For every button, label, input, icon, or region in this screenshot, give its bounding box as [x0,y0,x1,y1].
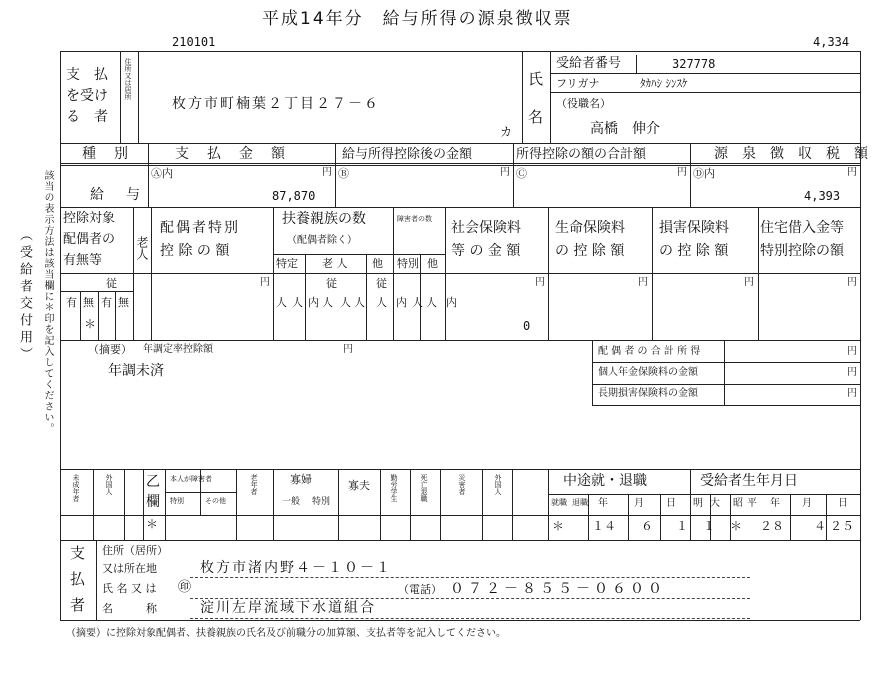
header-kojo-gokei: 所得控除の額の合計額 [516,147,647,162]
nin-6: 人 [376,296,387,309]
shibo-label: 死亡退職 [420,474,428,502]
top-right-number: 4,334 [813,35,850,49]
kojin-nenkin-label: 個人年金保険料の金額 [598,367,698,378]
payer-label-l1: 支 [70,544,86,562]
furigana-value: ﾀｶﾊｼ ｼﾝｽｹ [640,77,688,90]
side-note-left: 該当の表示方法は該当欄に＊印を記入してください。 [42,170,53,434]
d-unit: Ⓓ内 [693,167,715,180]
withholding-amount: 4,393 [804,189,841,203]
header-shubetsu: 種 別 [82,146,130,162]
mu3-mark: 無 [118,296,129,309]
payer-addr-label2: 又は所在地 [102,562,157,575]
payer-name: 淀川左岸流域下水道組合 [200,600,376,616]
shakai-l2: 等 の 金 額 [451,243,521,259]
birth-star: ＊ [730,519,743,533]
remarks-label: （摘要） [88,343,132,356]
taisho-label: 大 [710,498,720,509]
rate-label: 年調定率控除額 [143,344,213,355]
mu-mark: 無 [83,296,94,309]
chuto-flag: １ [703,519,716,533]
uchi-3: 内 [446,296,457,309]
payment-amount: 87,870 [272,189,316,203]
choki-songai-label: 長期損害保険料の金額 [598,388,698,399]
fuyo-l1: 扶養親族の数 [282,211,366,227]
nin-2: 人 [292,296,303,309]
payer-phone: ０７２－８５５－０６００ [450,581,666,597]
otsu-star: ＊ [146,517,159,531]
kinro-label: 勤労学生 [390,474,398,502]
showa-label: 昭 [733,498,743,509]
kafu2-label: 寡夫 [348,479,370,492]
gaikoku-label: 外国人 [494,474,502,495]
birth-month: ４ [814,519,827,533]
haigu-gokei-yen: 円 [847,346,857,357]
yen-seimei: 円 [638,277,648,288]
honnin-label: 本人が障害者 [170,475,212,483]
uchi-2: 内 [396,296,407,309]
payer-phone-label: （電話） [398,583,442,596]
side-note-right: （受給者交付用） [17,228,32,364]
birth-day: ２５ [830,519,855,533]
seimei-l2: の 控 除 額 [555,243,625,259]
kojin-nenkin-yen: 円 [847,367,857,378]
chuto-month: ６ [641,519,654,533]
jutaku-l2: 特別控除の額 [760,243,844,259]
nin-7: 人 [412,296,423,309]
recipient-label-l1: 支 払 [66,67,108,83]
kojo-taisho-l2: 配偶者の [63,232,116,247]
payer-address: 枚方市渚内野４－１０－１ [200,560,392,576]
otsu-label: 乙 [146,474,160,490]
u-star: ＊ [84,317,97,331]
payer-name-label: 氏 名 又 は [102,582,157,595]
gaikokujin-label: 外国人 [105,474,113,495]
tsuki2-label: 月 [802,498,812,509]
miseinen-label: 未成年者 [72,474,80,502]
kojo-taisho-l3: 有無等 [63,253,103,268]
header-shiharai-kingaku: 支 払 金 額 [175,146,287,162]
b-unit: Ⓑ [338,167,349,180]
header-gensen: 源 泉 徴 収 税 額 [714,146,868,162]
footer-note: （摘要）に控除対象配偶者、扶養親族の氏名及び前職分の加算額、支払者等を記入してください。 [66,628,506,639]
yen-songai: 円 [744,277,754,288]
chuto-day: １ [676,519,689,533]
tokubetsu-bt: 特別 [170,497,184,505]
yen-d: 円 [847,167,857,178]
payer-name-label2: 名 称 [102,602,157,615]
address-small-label: 住所又は居所 [124,58,132,100]
nin-3: 人 [322,296,333,309]
shakai-value: 0 [523,319,531,333]
choki-songai-yen: 円 [847,388,857,399]
hi2-label: 日 [838,498,848,509]
header-kyuyo-shotoku: 給与所得控除後の金額 [342,147,473,162]
rojin-label: 老人 [135,236,149,260]
u-mark: 有 [66,296,77,309]
saigai-label: 災害者 [458,474,466,495]
yen-shakai: 円 [535,277,545,288]
taishoku-label: 退職 [572,498,588,507]
yen-jutaku: 円 [847,277,857,288]
shushoku-label: 就職 [551,498,567,507]
shi-label: 氏 [528,70,544,88]
top-code: 210101 [172,35,216,49]
nen-label: 年 [598,498,608,509]
recipient-label-l3: る 者 [66,109,108,125]
shakai-l1: 社会保険料 [451,220,521,236]
uchi-1: 内 [308,296,319,309]
u2-mark: 有 [101,296,112,309]
recipient-number-value: 327778 [672,57,716,71]
ippan-label: 一般 [282,497,301,507]
songai-l2: の 控 除 額 [659,243,729,259]
payer-addr-label: 住所（居所） [102,544,168,557]
hi-label: 日 [666,498,676,509]
hoka-label: 他 [372,257,383,270]
yen-haigu: 円 [260,277,270,288]
haigu-gokei-label: 配 偶 者 の 合 計 所 得 [598,346,701,357]
nen2-label: 年 [770,498,780,509]
ka-mark: カ [500,125,513,139]
heisei-label: 平 [747,498,757,509]
meiji-label: 明 [693,498,703,509]
shogaisha-label: 障害者の数 [397,215,432,223]
tokutei-label: 特定 [276,257,298,270]
kojo-taisho-l1: 控除対象 [63,211,116,226]
ju-fuyo: 従 [326,277,337,290]
rate-yen: 円 [343,344,353,355]
chuto-star: ＊ [552,519,565,533]
payer-seal: ㊞ [178,580,192,595]
yen-c: 円 [677,167,687,178]
birth-label: 受給者生年月日 [700,473,798,489]
tokubetsu2-label: 特別 [312,497,331,507]
fuyo-l2: （配偶者除く） [287,235,357,246]
remarks-text: 年調未済 [108,363,164,379]
c-unit: Ⓒ [516,167,527,180]
recipient-number-label: 受給者番号 [556,56,622,71]
nin-1: 人 [276,296,287,309]
rojinsha-label: 老年者 [250,474,258,495]
nin-4: 人 [340,296,351,309]
yen-a: 円 [322,167,332,178]
tokubetsu-label: 特別 [397,257,419,270]
songai-l1: 損害保険料 [659,220,729,236]
hoka2-label: 他 [427,257,438,270]
nin-5: 人 [354,296,365,309]
sonota-bt: その他 [205,497,226,505]
tsuki-label: 月 [634,498,644,509]
payer-label-l3: 者 [70,596,86,614]
jutaku-l1: 住宅借入金等 [760,220,844,236]
recipient-name: 高橋 伸介 [590,121,660,137]
birth-year: ２８ [760,519,785,533]
ran-label: 欄 [146,494,160,510]
yen-b: 円 [500,167,510,178]
nin-8: 人 [426,296,437,309]
ju-mark: 従 [106,277,117,290]
kafu-label: 寡婦 [290,473,312,486]
furigana-label: フリガナ [556,77,600,90]
recipient-label-l2: を受け [66,88,108,104]
title-label: （役職名） [556,97,611,110]
chuto-label: 中途就・退職 [563,473,647,489]
mei-label: 名 [528,108,544,126]
seimei-l1: 生命保険料 [555,220,625,236]
haigu-tokubetsu-l1: 配偶者特別 [160,220,240,236]
haigu-tokubetsu-l2: 控 除 の 額 [160,243,230,259]
ju-hoka: 従 [376,277,387,290]
rojin2-label: 老 人 [322,257,348,270]
chuto-year: １４ [592,519,617,533]
payment-type: 給 与 [90,187,144,203]
a-unit: Ⓐ内 [151,167,173,180]
document-title: 平成14年分 給与所得の源泉徴収票 [262,9,573,29]
payer-label-l2: 払 [70,570,86,588]
recipient-address: 枚方市町楠葉２丁目２７－６ [172,96,380,112]
